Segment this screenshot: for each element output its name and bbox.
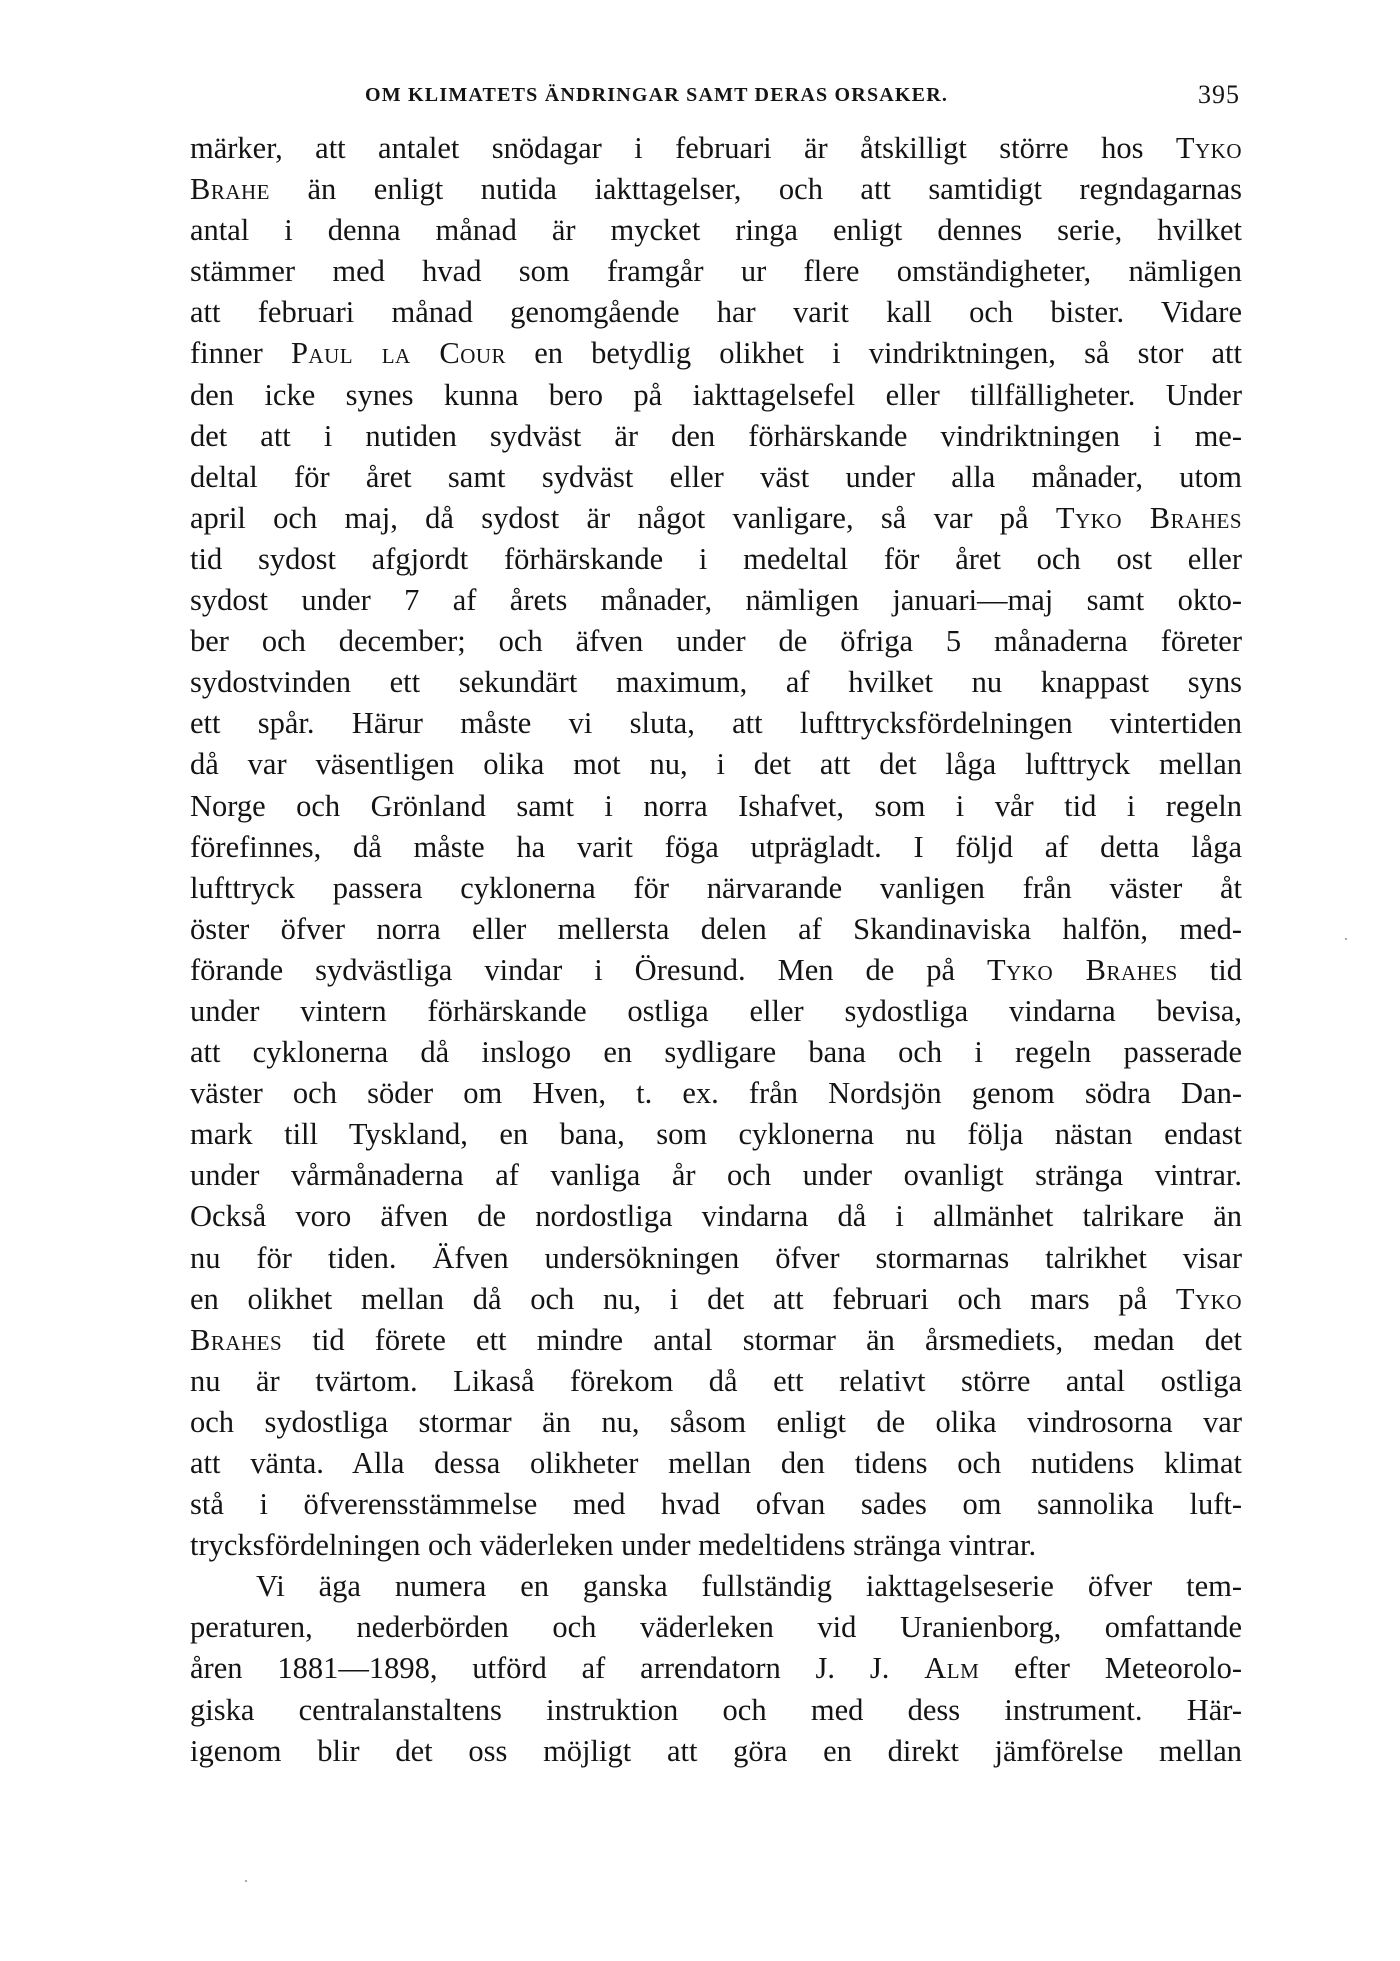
text-line: åren 1881—1898, utförd af arrendatorn J. J. Alm efter Meteorolo- (190, 1651, 1242, 1686)
small-caps-name: Brahe (190, 172, 271, 207)
text-line: att februari månad genomgående har varit kall och bister. Vidare (190, 295, 1242, 330)
text-line: tid sydost afgjordt förhärskande i medeltal för året och ost eller (190, 541, 1242, 576)
text-line: märker, att antalet snödagar i februari är åtskilligt större hos Tyko (190, 131, 1242, 165)
text-line: sydostvinden ett sekundärt maximum, af hvilket nu knappast syns (190, 665, 1242, 700)
text-line: Norge och Grönland samt i norra Ishafvet, som i vår tid i regeln (190, 788, 1242, 823)
text-line: under vårmånaderna af vanliga år och under ovanligt stränga vintrar. (190, 1158, 1242, 1193)
text-line: det att i nutiden sydväst är den förhärskande vindriktningen i me- (190, 418, 1242, 453)
text-line: ett spår. Härur måste vi sluta, att lufttrycksfördelningen vintertiden (190, 706, 1242, 741)
text-line: igenom blir det oss möjligt att göra en direkt jämförelse mellan (190, 1733, 1242, 1768)
text-line: väster och söder om Hven, t. ex. från Nordsjön genom södra Dan- (190, 1076, 1242, 1111)
small-caps-name: Tyko Brahes (1055, 500, 1242, 535)
text-line: Brahe än enligt nutida iakttagelser, och att samtidigt regndagarnas (190, 172, 1242, 207)
text-line: ber och december; och äfven under de öfriga 5 månaderna företer (190, 624, 1242, 659)
small-caps-name: Tyko (1175, 1281, 1242, 1316)
text-line: nu för tiden. Äfven undersökningen öfver stormarnas talrikhet visar (190, 1240, 1242, 1275)
small-caps-name: Tyko (1175, 131, 1242, 165)
text-line: april och maj, då sydost är något vanligare, så var på Tyko Brahes (190, 500, 1242, 535)
small-caps-name: Tyko Brahes (987, 952, 1178, 987)
text-line: en olikhet mellan då och nu, i det att februari och mars på Tyko (190, 1281, 1242, 1316)
page-number: 395 (1198, 80, 1240, 109)
text-line: deltal för året samt sydväst eller väst under alla månader, utom (190, 459, 1242, 494)
small-caps-name: Paul la Cour (290, 336, 507, 371)
text-line: lufttryck passera cyklonerna för närvarande vanligen från väster åt (190, 870, 1242, 905)
text-line: förefinnes, då måste ha varit föga utprägladt. I följd af detta låga (190, 829, 1242, 864)
text-line: under vintern förhärskande ostliga eller sydostliga vindarna bevisa, (190, 993, 1242, 1028)
text-line: peraturen, nederbörden och väderleken vid Uranienborg, omfattande (190, 1610, 1242, 1645)
text-line: antal i denna månad är mycket ringa enligt dennes serie, hvilket (190, 213, 1242, 248)
text-line: Också voro äfven de nordostliga vindarna då i allmänhet talrikare än (190, 1199, 1242, 1234)
small-caps-name: Brahes (190, 1322, 283, 1357)
text-line: Brahes tid förete ett mindre antal stormar än årsmediets, medan det (190, 1322, 1242, 1357)
text-line: och sydostliga stormar än nu, såsom enligt de olika vindrosorna var (190, 1404, 1242, 1439)
text-line: då var väsentligen olika mot nu, i det att det låga lufttryck mellan (190, 747, 1242, 782)
scan-speck (245, 1880, 247, 1882)
text-line: att cyklonerna då inslogo en sydligare bana och i regeln passerade (190, 1035, 1242, 1070)
text-line: stämmer med hvad som framgår ur flere omständigheter, nämligen (190, 254, 1242, 289)
text-line: förande sydvästliga vindar i Öresund. Men de på Tyko Brahes tid (190, 952, 1242, 987)
text-line: mark till Tyskland, en bana, som cyklonerna nu följa nästan endast (190, 1117, 1242, 1152)
page-header (365, 78, 1240, 112)
small-caps-name: Alm (924, 1651, 980, 1686)
body-text (190, 128, 1242, 1772)
text-line: sydost under 7 af årets månader, nämligen januari—maj samt okto- (190, 583, 1242, 618)
text-line: stå i öfverensstämmelse med hvad ofvan sades om sannolika luft- (190, 1487, 1242, 1522)
text-line: den icke synes kunna bero på iakttagelsefel eller tillfälligheter. Under (190, 377, 1242, 412)
text-line: giska centralanstaltens instruktion och med dess instrument. Här- (190, 1692, 1242, 1727)
text-line: öster öfver norra eller mellersta delen af Skandinaviska halfön, med- (190, 911, 1242, 946)
text-line: att vänta. Alla dessa olikheter mellan den tidens och nutidens klimat (190, 1446, 1242, 1480)
text-line: nu är tvärtom. Likaså förekom då ett relativt större antal ostliga (190, 1363, 1242, 1398)
paragraph-end-line: trycksfördelningen och väderleken under medeltidens stränga vintrar. (190, 1528, 1037, 1563)
text-line: finner Paul la Cour en betydlig olikhet i vindriktningen, så stor att (190, 336, 1242, 371)
paragraph-start-line: Vi äga numera en ganska fullständig iakttagelseserie öfver tem- (256, 1569, 1242, 1604)
scan-speck (1345, 938, 1347, 940)
running-title: OM KLIMATETS ÄNDRINGAR SAMT DERAS ORSAKER. (365, 84, 949, 106)
